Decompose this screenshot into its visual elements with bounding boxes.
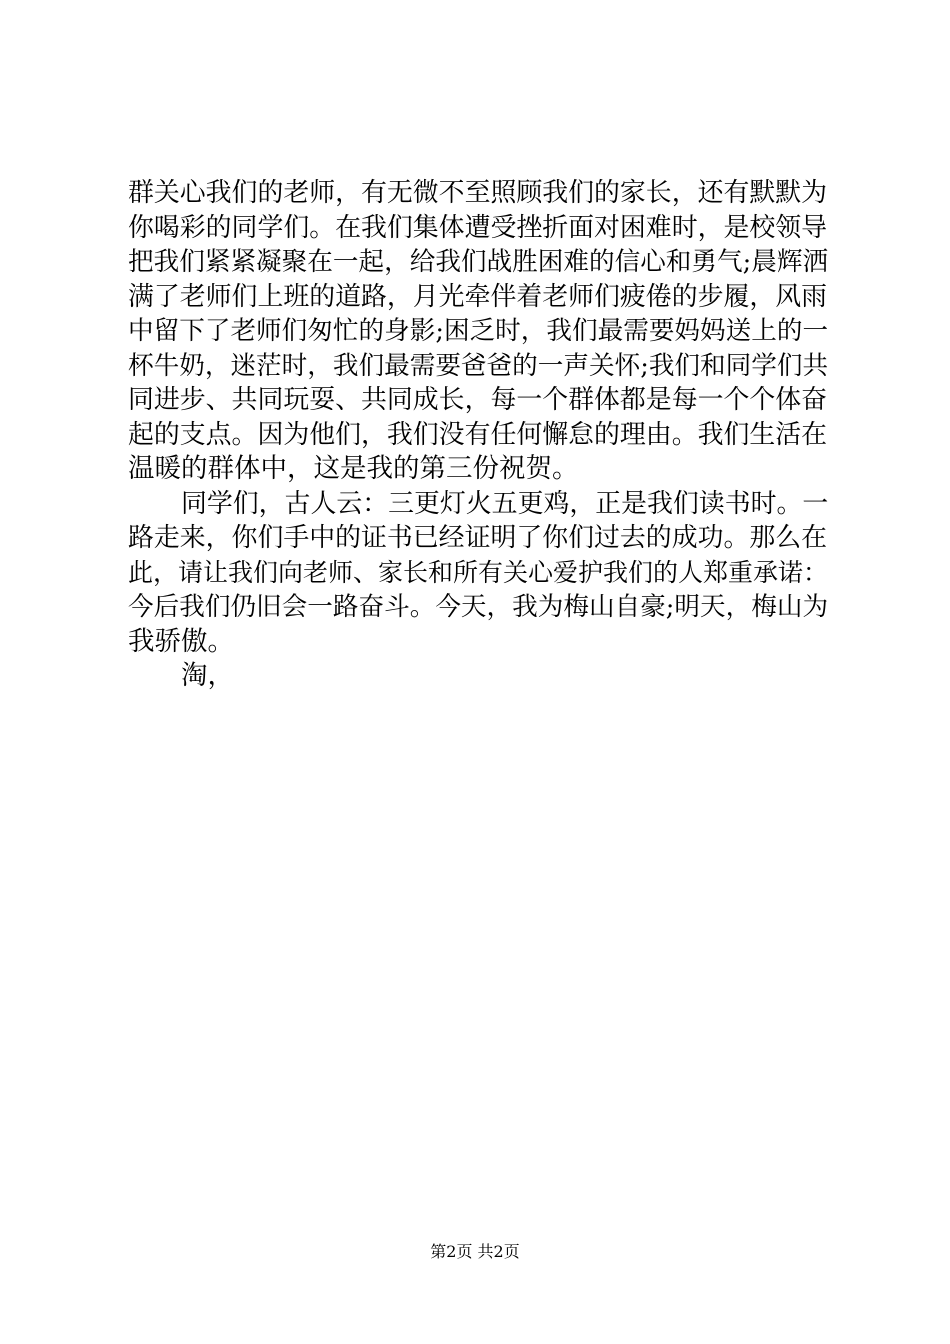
- text-line: 我骄傲。: [128, 625, 234, 657]
- text-line: 同进步、共同玩耍、共同成长，每一个群体都是每一个个体奋: [128, 385, 828, 415]
- paragraph-2: [128, 487, 828, 660]
- text-line: 温暖的群体中，这是我的第三份祝贺。: [128, 453, 579, 484]
- text-line: 今后我们仍旧会一路奋斗。今天，我为梅山自豪;明天，梅山为: [128, 592, 829, 622]
- text-line: 满了老师们上班的道路，月光牵伴着老师们疲倦的步履，风雨: [128, 281, 828, 312]
- text-line: 起的支点。因为他们，我们没有任何懈怠的理由。我们生活在: [128, 419, 828, 450]
- document-body: [128, 176, 828, 694]
- text-line: 把我们紧紧凝聚在一起，给我们战胜困难的信心和勇气;晨辉洒: [128, 247, 829, 277]
- text-line: 你喝彩的同学们。在我们集体遭受挫折面对困难时，是校领导: [128, 212, 828, 243]
- text-line: 杯牛奶，迷茫时，我们最需要爸爸的一声关怀;我们和同学们共: [128, 350, 829, 381]
- text-line: 此，请让我们向老师、家长和所有关心爱护我们的人郑重承诺：: [128, 557, 829, 587]
- text-line: 路走来，你们手中的证书已经证明了你们过去的成功。那么在: [128, 523, 828, 553]
- page-footer: 第2页 共2页: [430, 1242, 520, 1261]
- text-line: 中留下了老师们匆忙的身影;困乏时，我们最需要妈妈送上的一: [128, 316, 829, 346]
- text-line: 群关心我们的老师，有无微不至照顾我们的家长，还有默默为: [128, 178, 828, 208]
- text-line: 同学们，古人云：三更灯火五更鸡，正是我们读书时。一: [181, 488, 829, 519]
- text-line: 淘，: [181, 660, 234, 691]
- paragraph-1: [128, 176, 828, 487]
- paragraph-3: [128, 659, 828, 694]
